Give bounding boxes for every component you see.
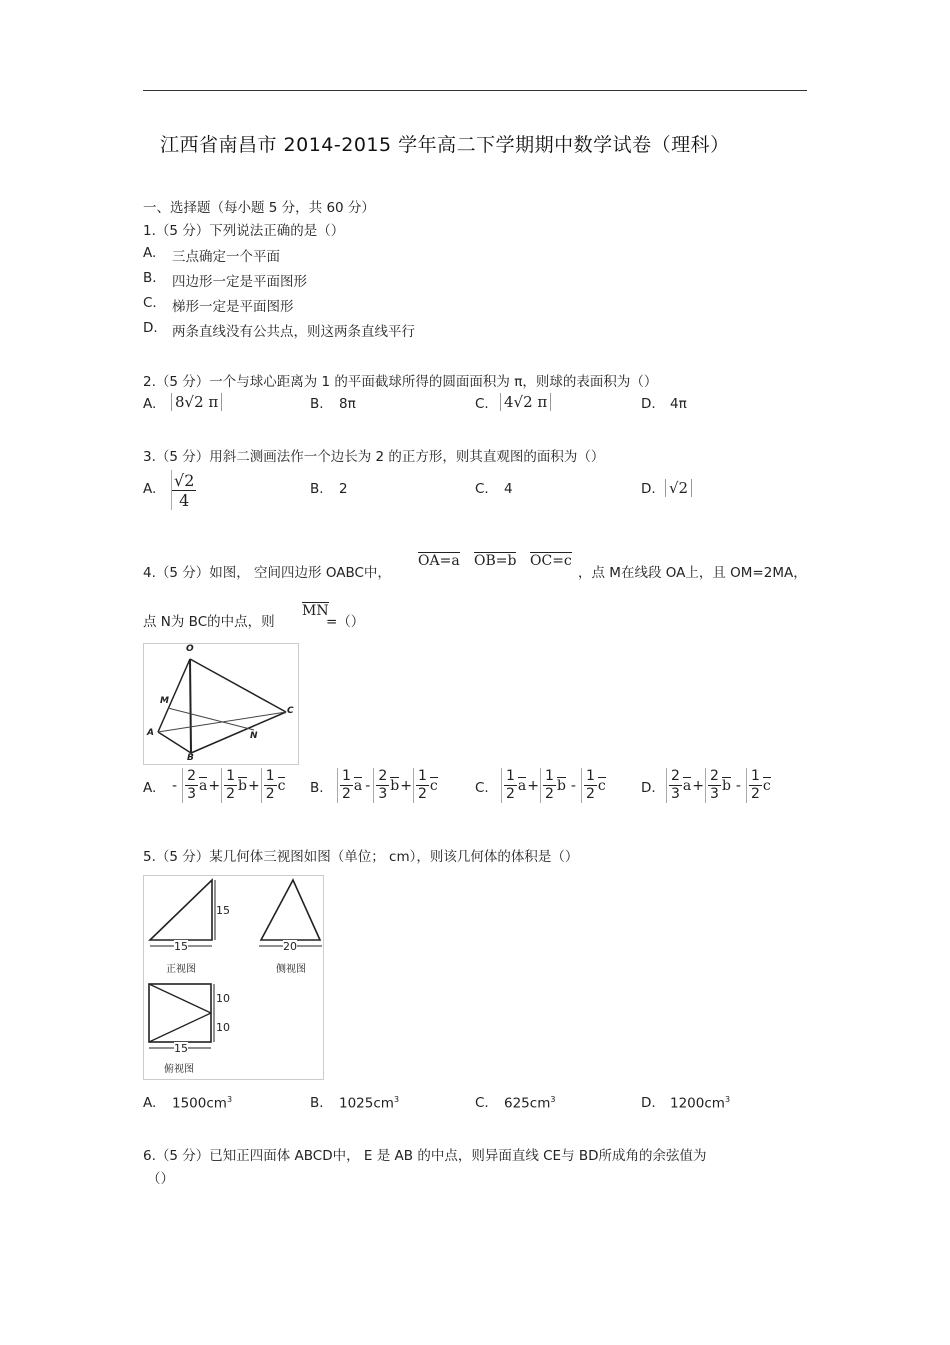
q1-option-d-letter: D. [143,320,158,336]
q4-d-f1-den: 3 [671,786,680,802]
q4-vector-ob: OB=b [474,553,517,569]
q4-a-vec-2: b [238,778,247,794]
q4-a-f2-num: 1 [226,768,235,784]
q5-stem: 5.（5 分）某几何体三视图如图（单位； cm），则该几何体的体积是（） [143,849,579,865]
section-heading: 一、选择题（每小题 5 分，共 60 分） [143,200,375,216]
q5-front-height: 15 [216,904,230,917]
q5-option-b-letter: B. [310,1095,324,1111]
q4-c-vec-3: c [597,778,606,794]
q4-c-f1-den: 2 [506,786,515,802]
q4-d-f2-num: 2 [710,768,719,784]
q4-a-f1-num: 2 [187,768,196,784]
q4-option-d-expr [666,768,771,803]
q4-a-sign-2: + [208,777,221,794]
q4-b-sign-2: - [365,777,371,794]
q1-option-a-letter: A. [143,245,157,261]
q4-d-sign-2: + [692,777,705,794]
q5-option-a [172,1095,232,1112]
q4-c-f2-den: 2 [545,786,554,802]
page-title: 江西省南昌市 2014-2015 学年高二下学期期中数学试卷（理科） [160,134,730,156]
q4-option-c-expr [501,768,606,803]
q4-b-vec-2: b [390,778,400,794]
q4-c-f3-den: 2 [585,786,595,802]
q4-label-m: M [160,696,169,706]
q4-d-f3-num: 1 [750,768,760,784]
q4-label-b: B [187,753,194,763]
q5-option-d [670,1095,730,1112]
q4-vector-oc: OC=c [530,553,572,569]
header-rule [143,90,807,91]
q4-figure [143,643,299,765]
q2-option-a-letter: A. [143,396,157,412]
q4-b-sign-3: + [400,777,412,794]
q2-option-b-letter: B. [310,396,324,412]
q5-top-dim-b: 10 [216,1021,230,1034]
q4-d-vec-2: b [721,778,731,794]
q4-a-f3-den: 2 [265,786,275,802]
q4-c-sign-3: - [570,777,576,794]
q3-option-c-letter: C. [475,481,489,497]
q5-option-d-value: 1200cm [670,1095,725,1112]
q5-option-c-value: 625cm [504,1095,551,1112]
q4-stem-a: 4.（5 分）如图， 空间四边形 OABC中， [143,565,391,581]
q4-option-b-letter: B. [310,780,324,796]
q4-option-c-letter: C. [475,780,489,796]
q4-vector-oa: OA=a [418,553,460,569]
q4-label-o: O [186,644,194,654]
q3-a-numerator: √2 [174,470,195,490]
q1-option-b-letter: B. [143,270,157,286]
q5-option-c [504,1095,555,1112]
q2-option-b-value: 8π [339,396,356,412]
q5-option-c-letter: C. [475,1095,489,1111]
q2-stem: 2.（5 分）一个与球心距离为 1 的平面截球所得的圆面面积为 π，则球的表面积为（） [143,374,658,390]
q4-b-f3-num: 1 [417,768,427,784]
q4-a-vec-3: c [277,778,286,794]
q4-a-f1-den: 3 [187,786,196,802]
q5-a-exponent: 3 [226,1095,233,1104]
q4-d-f2-den: 3 [710,786,719,802]
q3-option-d-letter: D. [641,481,656,497]
q4-a-f3-num: 1 [265,768,275,784]
q3-option-c-value: 4 [504,481,513,497]
q4-a-sign-3: + [247,777,260,794]
q4-a-sign-1: - [172,777,178,794]
q1-option-c-text: 梯形一定是平面图形 [172,299,294,315]
q3-option-a-fraction [171,470,196,510]
q4-option-a-expr [172,768,285,803]
q4-c-f3-num: 1 [585,768,595,784]
q4-stem-d: =（） [326,614,365,630]
q2-option-c-letter: C. [475,396,489,412]
q6-stem-paren: （） [147,1171,174,1187]
q3-option-b-value: 2 [339,481,348,497]
q4-label-a: A [147,728,154,738]
q5-top-width: 15 [174,1042,188,1055]
q5-option-b [339,1095,399,1112]
q5-side-caption: 侧视图 [276,964,306,975]
q4-c-vec-1: a [517,778,527,794]
q5-b-exponent: 3 [393,1095,400,1104]
q1-option-a-text: 三点确定一个平面 [172,249,280,265]
q1-option-d-text: 两条直线没有公共点，则这两条直线平行 [172,324,415,340]
q3-option-d-value: √2 [665,479,692,497]
q2-option-c-value: 4√2 π [500,393,551,411]
q4-d-vec-1: a [682,778,692,794]
q4-label-n: N [250,731,258,741]
q1-stem: 1.（5 分）下列说法正确的是（） [143,223,345,239]
q4-c-f2-num: 1 [545,768,554,784]
q4-d-vec-3: c [762,778,771,794]
q4-a-vec-1: a [198,778,208,794]
q4-c-vec-2: b [556,778,566,794]
q4-a-f2-den: 2 [226,786,235,802]
q1-option-c-letter: C. [143,295,157,311]
q3-a-denominator: 4 [179,490,190,510]
q4-b-f1-den: 2 [342,786,351,802]
q4-b-f3-den: 2 [417,786,427,802]
q4-stem-b: ，点 M在线段 OA上，且 OM=2MA， [578,565,807,581]
q5-top-dim-a: 10 [216,992,230,1005]
q4-option-b-expr [337,768,438,803]
q5-option-a-value: 1500cm [172,1095,227,1112]
q4-option-a-letter: A. [143,780,157,796]
q5-front-width: 15 [174,940,188,953]
q4-b-vec-3: c [429,778,438,794]
q3-option-a-letter: A. [143,481,157,497]
q5-side-width: 20 [283,940,297,953]
q5-d-exponent: 3 [724,1095,731,1104]
q4-b-f2-num: 2 [378,768,388,784]
q5-option-a-letter: A. [143,1095,157,1111]
q2-option-d-value: 4π [670,396,687,412]
q2-option-d-letter: D. [641,396,656,412]
q4-d-f1-num: 2 [671,768,680,784]
q4-d-f3-den: 2 [750,786,760,802]
q5-front-caption: 正视图 [166,964,196,975]
q4-stem-c: 点 N为 BC的中点，则 [143,614,275,630]
q1-option-b-text: 四边形一定是平面图形 [172,274,307,290]
q5-top-caption: 俯视图 [164,1064,194,1075]
q4-d-sign-3: - [735,777,741,794]
q4-vector-mn: MN [302,603,329,619]
q6-stem: 6.（5 分）已知正四面体 ABCD中， E 是 AB 的中点，则异面直线 CE与 BD所成角的余弦值为 [143,1148,707,1164]
q5-c-exponent: 3 [550,1095,556,1104]
q4-b-f1-num: 1 [342,768,351,784]
q5-three-view-figure [143,875,324,1080]
q5-option-d-letter: D. [641,1095,656,1111]
q3-option-b-letter: B. [310,481,324,497]
q4-option-d-letter: D. [641,780,656,796]
q2-option-a-value: 8√2 π [171,393,222,411]
q3-stem: 3.（5 分）用斜二测画法作一个边长为 2 的正方形，则其直观图的面积为（） [143,449,605,465]
q4-label-c: C [287,706,294,716]
q4-b-vec-1: a [353,778,363,794]
q4-c-sign-2: + [527,777,540,794]
q4-c-f1-num: 1 [506,768,515,784]
q5-option-b-value: 1025cm [339,1095,394,1112]
q4-b-f2-den: 3 [378,786,388,802]
